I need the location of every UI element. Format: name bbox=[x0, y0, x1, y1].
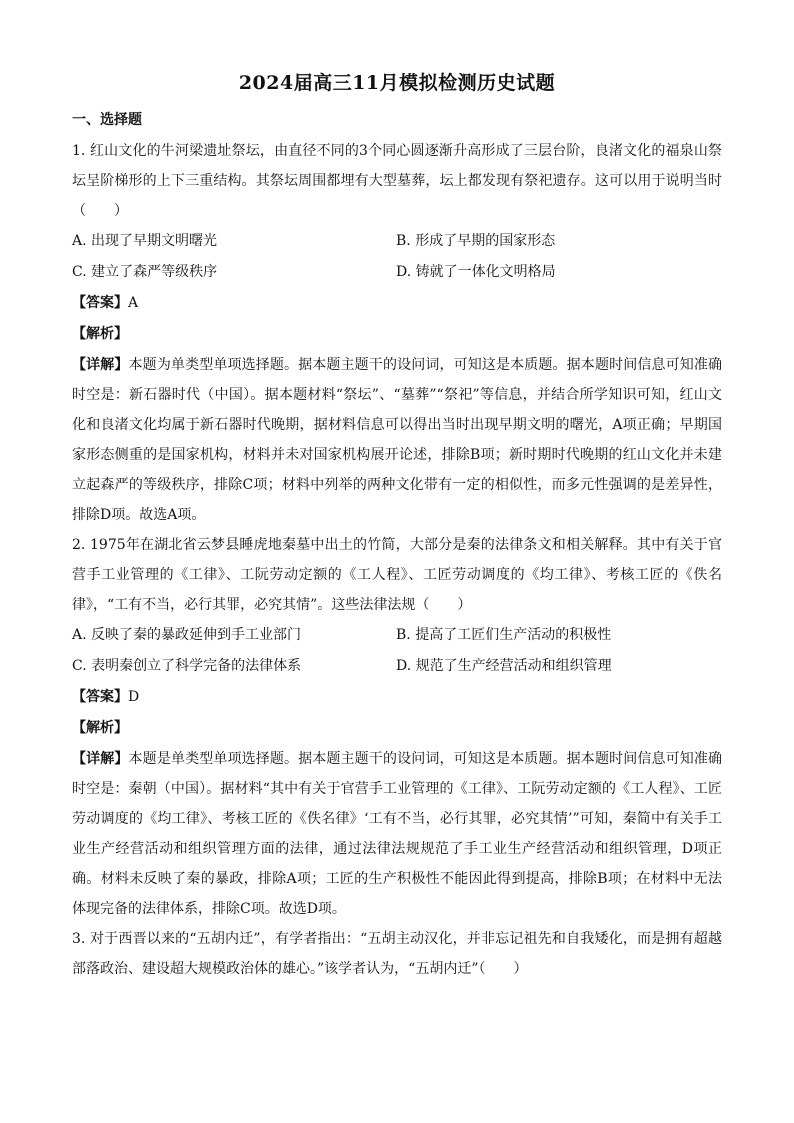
analysis-label: 【解析】 bbox=[72, 720, 128, 736]
question-2-option-c: C. 表明秦创立了科学完备的法律体系 bbox=[72, 658, 302, 674]
section-heading: 一、选择题 bbox=[72, 112, 142, 128]
question-2-option-d: D. 规范了生产经营活动和组织管理 bbox=[396, 658, 612, 674]
answer-label: 【答案】 bbox=[72, 295, 128, 311]
question-2-analysis bbox=[72, 713, 722, 744]
question-1-option-d: D. 铸就了一体化文明格局 bbox=[396, 264, 556, 280]
answer-value: A bbox=[128, 295, 139, 311]
detail-label: 【详解】 bbox=[72, 751, 129, 767]
question-1-stem: 1. 红山文化的牛河梁遗址祭坛，由直径不同的3个同心圆逐渐升高形成了三层台阶，良渚文化的福泉山祭坛呈阶梯形的上下三重结构。其祭坛周围都埋有大型墓葬，坛上都发现有祭祀遗存。这可以用于说明当时（ ） bbox=[72, 143, 722, 219]
detail-text: 本题是单类型单项选择题。据本题主题干的设问词，可知这是本质题。据本题时间信息可知准确时空是：秦朝（中国）。据材料“其中有关于官营手工业管理的《工律》、工阮劳动定额的《工人程》、工匠劳动调度的《均工律》、考核工匠的《佚名律》‘工有不当，必行其罪，必究其情’”可知，秦简中有关手工业生产经营活动和组织管理方面的法律，通过法律法规规范了手工业生产经营活动和组织管理，D项正确。材料未反映了秦的暴政，排除A项；工匠的生产积极性不能因此得到提高，排除B项；在材料中无法体现完备的法律体系，排除C项。故选D项。 bbox=[72, 751, 723, 917]
question-1-option-a: A. 出现了早期文明曙光 bbox=[72, 233, 218, 249]
question-2-answer bbox=[72, 682, 722, 713]
question-2-stem: 2. 1975年在湖北省云梦县睡虎地秦墓中出土的竹简，大部分是秦的法律条文和相关解释。其中有关于官营手工业管理的《工律》、工阮劳动定额的《工人程》、工匠劳动调度的《均工律》、考核工匠的《佚名律》，“工有不当，必行其罪，必究其情”。这些法律法规（ ） bbox=[72, 537, 722, 613]
question-1-detail bbox=[72, 350, 722, 530]
question-3-stem: 3. 对于西晋以来的“五胡内迁”，有学者指出：“五胡主动汉化，并非忘记祖先和自我矮化，而是拥有超越部落政治、建设超大规模政治体的雄心。”该学者认为，“五胡内迁”（ ） bbox=[72, 931, 722, 977]
question-2-option-a: A. 反映了秦的暴政延伸到手工业部门 bbox=[72, 627, 302, 643]
question-1-options bbox=[72, 226, 722, 288]
answer-label: 【答案】 bbox=[72, 689, 128, 705]
answer-value: D bbox=[128, 689, 140, 705]
question-1-analysis bbox=[72, 319, 722, 350]
question-2-option-b: B. 提高了工匠们生产活动的积极性 bbox=[396, 627, 612, 643]
question-2-detail bbox=[72, 744, 722, 924]
question-1-option-c: C. 建立了森严等级秩序 bbox=[72, 264, 218, 280]
question-2-options bbox=[72, 620, 722, 682]
question-1-option-b: B. 形成了早期的国家形态 bbox=[396, 233, 556, 249]
question-1-answer bbox=[72, 288, 722, 319]
detail-text: 本题为单类型单项选择题。据本题主题干的设问词，可知这是本质题。据本题时间信息可知准确时空是：新石器时代（中国）。据本题材料“祭坛”、“墓葬”“祭祀”等信息，并结合所学知识可知，红山文化和良渚文化均属于新石器时代晚期，据材料信息可以得出当时出现早期文明的曙光，A项正确；早期国家形态侧重的是国家机构，材料并未对国家机构展开论述，排除B项；新时期时代晚期的红山文化并未建立起森严的等级秩序，排除C项；材料中列举的两种文化带有一定的相似性，而多元性强调的是差异性，排除D项。故选A项。 bbox=[72, 357, 723, 523]
page-title: 2024届高三11月模拟检测历史试题 bbox=[238, 72, 556, 94]
analysis-label: 【解析】 bbox=[72, 326, 128, 342]
detail-label: 【详解】 bbox=[72, 357, 129, 373]
